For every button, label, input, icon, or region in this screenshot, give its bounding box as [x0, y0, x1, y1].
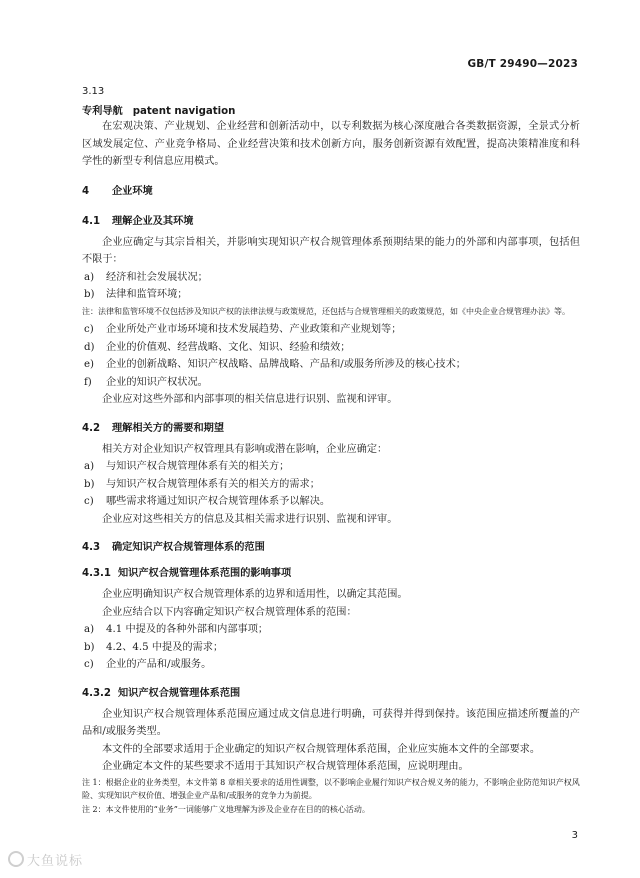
- list-text: 法律和监管环境；: [106, 289, 188, 300]
- list-text: 企业所处产业市场环境和技术发展趋势、产业政策和产业规划等；: [106, 324, 402, 335]
- clause-number: 4.3.1: [82, 568, 112, 579]
- list-marker: a): [84, 461, 95, 472]
- note-text: 根据企业的业务类型，本文件第 8 章相关要求的适用性调整，以不影响企业履行知识产权合规义务的能力，不影响企业防范知识产权风险、实现知识产权价值、增强企业产品和/或服务的竞争力为前提。: [82, 777, 580, 800]
- term-zh: 专利导航: [82, 106, 123, 117]
- watermark-logo-icon: [8, 851, 24, 867]
- clause-title: 知识产权合规管理体系范围: [118, 687, 241, 699]
- clause-4-3-1-p2: 企业应结合以下内容确定知识产权合规管理体系的范围：: [102, 606, 357, 618]
- clause-4-heading: [82, 182, 580, 202]
- watermark: [8, 850, 83, 869]
- list-item: [82, 493, 580, 511]
- list-item: [82, 286, 580, 304]
- list-item: [82, 639, 580, 657]
- list-text: 哪些需求将通过知识产权合规管理体系予以解决。: [106, 496, 331, 507]
- clause-4-2-intro: 相关方对企业知识产权管理具有影响或潜在影响，企业应确定：: [102, 443, 388, 455]
- clause-4-3-heading: [82, 536, 580, 560]
- list-marker: c): [84, 496, 94, 507]
- watermark-text: 大鱼说标: [27, 854, 84, 869]
- list-item: [82, 339, 580, 357]
- clause-number: 4.3: [82, 542, 101, 553]
- list-item: [82, 476, 580, 494]
- list-marker: e): [84, 359, 95, 370]
- clause-number: 4.3.2: [82, 687, 112, 699]
- clause-4-1-list-cf: [82, 321, 580, 391]
- list-marker: a): [84, 624, 95, 635]
- note-label: 注：: [82, 306, 98, 316]
- list-text: 企业的知识产权状况。: [106, 376, 208, 388]
- clause-title: 理解企业及其环境: [112, 215, 194, 227]
- list-item: [82, 374, 580, 392]
- clause-4-3-2-note-2: [82, 803, 580, 817]
- list-text: 经济和社会发展状况；: [106, 271, 208, 283]
- clause-4-1-intro: 企业应确定与其宗旨相关，并影响实现知识产权合规管理体系预期结果的能力的外部和内部事项，包括但不限于：: [82, 236, 580, 265]
- list-item: [82, 269, 580, 287]
- note-label: 注 1：: [82, 777, 106, 787]
- list-marker: c): [84, 324, 94, 335]
- clause-4-3-2-p1: 企业知识产权合规管理体系范围应通过成文信息进行明确，可获得并得到保持。该范围应描述所覆盖的产品和/或服务类型。: [82, 708, 580, 737]
- list-text: 与知识产权合规管理体系有关的相关方；: [106, 461, 290, 472]
- list-item: [82, 458, 580, 476]
- list-item: [82, 621, 580, 639]
- clause-4-3-2-note-1: [82, 776, 580, 803]
- list-marker: d): [84, 341, 95, 353]
- list-marker: a): [84, 271, 95, 283]
- list-text: 企业的产品和/或服务。: [106, 659, 212, 670]
- list-marker: f): [84, 376, 92, 388]
- clause-number: 4: [82, 185, 90, 197]
- term-en: patent navigation: [132, 106, 236, 117]
- clause-number: 4.2: [82, 422, 101, 434]
- list-marker: c): [84, 659, 94, 670]
- list-text: 企业的创新战略、知识产权战略、品牌战略、产品和/或服务所涉及的核心技术；: [106, 359, 466, 370]
- clause-4-1-note: [82, 305, 580, 319]
- clause-4-3-2-heading: [82, 682, 580, 706]
- term-title: [82, 102, 580, 118]
- clause-4-3-2-p2: 本文件的全部要求适用于企业确定的知识产权合规管理体系范围，企业应实施本文件的全部要求。: [102, 743, 541, 755]
- note-text: 法律和监管环境不仅包括涉及知识产权的法律法规与政策规范，还包括与合规管理相关的政策规范，如《中央企业合规管理办法》等。: [98, 306, 570, 316]
- term-definition: 在宏观决策、产业规划、企业经营和创新活动中，以专利数据为核心深度融合各类数据资源，全景式分析区域发展定位、产业竞争格局、企业经营决策和技术创新方向，服务创新资源有效配置，提高决策精准度和科学性的新型专利信息应用模式。: [82, 121, 580, 167]
- clause-4-2-list: [82, 458, 580, 511]
- clause-4-3-1-p1: 企业应明确知识产权合规管理体系的边界和适用性，以确定其范围。: [102, 589, 408, 600]
- list-text: 4.1 中提及的各种外部和内部事项；: [106, 624, 269, 635]
- note-label: 注 2：: [82, 804, 106, 814]
- clause-title: 企业环境: [112, 185, 153, 197]
- note-text: 本文件使用的“业务”一词能够广义地理解为涉及企业存在目的的核心活动。: [105, 804, 370, 814]
- clause-title: 理解相关方的需要和期望: [112, 422, 225, 434]
- list-item: [82, 356, 580, 374]
- clause-4-2-heading: [82, 417, 580, 441]
- document-body: [82, 84, 580, 816]
- list-text: 企业的价值观、经营战略、文化、知识、经验和绩效；: [106, 341, 351, 353]
- list-marker: b): [84, 641, 95, 653]
- list-text: 与知识产权合规管理体系有关的相关方的需求；: [106, 478, 320, 490]
- clause-4-1-list-ab: [82, 269, 580, 304]
- page-number: 3: [571, 830, 578, 841]
- list-marker: b): [84, 478, 95, 490]
- list-marker: b): [84, 289, 95, 300]
- list-text: 4.2、4.5 中提及的需求；: [106, 641, 224, 653]
- clause-4-1-heading: [82, 210, 580, 234]
- term-number: 3.13: [82, 86, 105, 97]
- standard-number: GB/T 29490—2023: [467, 58, 578, 70]
- list-item: [82, 321, 580, 339]
- list-item: [82, 656, 580, 674]
- clause-4-3-1-heading: [82, 562, 580, 586]
- clause-title: 知识产权合规管理体系范围的影响事项: [118, 568, 292, 579]
- clause-title: 确定知识产权合规管理体系的范围: [112, 542, 265, 553]
- clause-4-3-1-list: [82, 621, 580, 674]
- clause-4-3-2-p3: 企业确定本文件的某些要求不适用于其知识产权合规管理体系范围，应说明理由。: [102, 761, 469, 772]
- clause-4-1-closing: 企业应对这些外部和内部事项的相关信息进行识别、监视和评审。: [102, 394, 398, 405]
- clause-number: 4.1: [82, 215, 101, 227]
- clause-4-2-closing: 企业应对这些相关方的信息及其相关需求进行识别、监视和评审。: [102, 513, 398, 525]
